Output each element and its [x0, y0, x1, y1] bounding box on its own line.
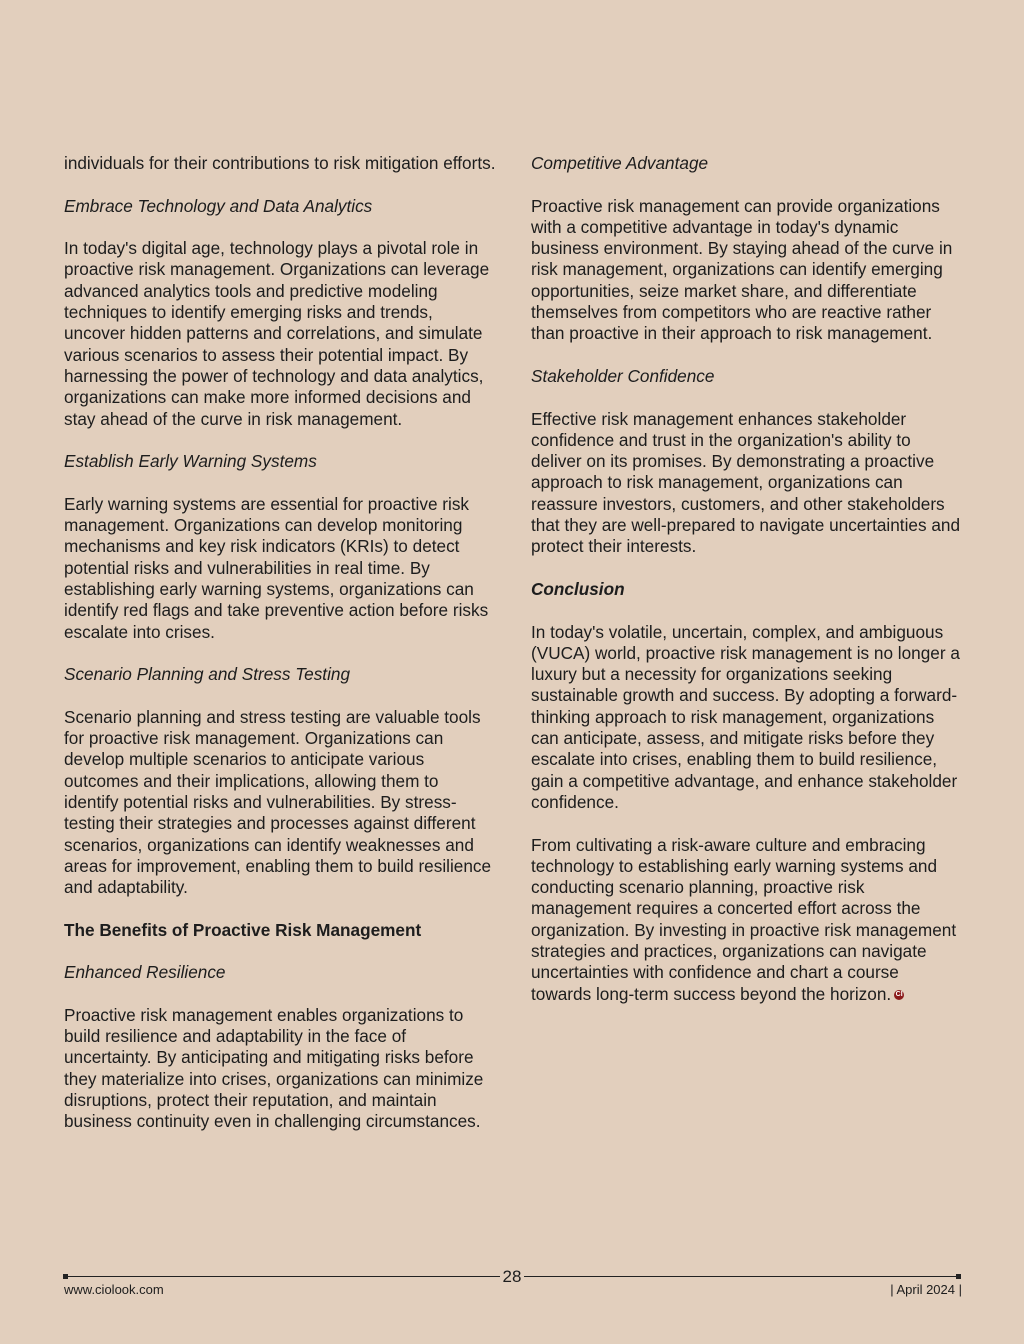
page-number: 28: [502, 1267, 522, 1286]
subheading-stakeholder-confidence: Stakeholder Confidence: [531, 365, 715, 386]
paragraph-competitive-advantage: Proactive risk management can provide organizations with a competitive advantage in today's dynamic business environment. By staying ahead of the curve in risk management, organizations can identify emerging opportunities, seize market share, and differentiate themselves from competitors who are reactive rather than proactive in their approach to risk management.: [531, 195, 953, 344]
footer-right-dot: [956, 1274, 961, 1279]
footer-website: www.ciolook.com: [64, 1282, 164, 1297]
paragraph-conclusion-1: In today's volatile, uncertain, complex, and ambiguous (VUCA) world, proactive risk management is no longer a luxury but a necessity for organizations seeking sustainable growth and success. By adopting a forward-thinking approach to risk management, organizations can anticipate, assess, and mitigate risks before they escalate into crises, enabling them to build resilience, gain a competitive advantage, and enhance stakeholder confidence.: [531, 621, 960, 812]
footer-issue-date: | April 2024 |: [890, 1282, 962, 1297]
subheading-early-warning: Establish Early Warning Systems: [64, 451, 317, 472]
left-column: [64, 153, 496, 1154]
paragraph-early-warning: Early warning systems are essential for proactive risk management. Organizations can develop monitoring mechanisms and key risk indicators (KRIs) to detect potential risks and vulnerabilities in real time. By establishing early warning systems, organizations can identify red flags and take preventive action before risks escalate into crises.: [64, 493, 489, 642]
paragraph-conclusion-2: [531, 835, 963, 1005]
paragraph-scenario-planning: Scenario planning and stress testing are valuable tools for proactive risk management. Organizations can develop multiple scenarios to anticipate various outcomes and their implications, allowing them to identify potential risks and vulnerabilities. By stress-testing their strategies and processes against different scenarios, organizations can identify weaknesses and areas for improvement, enabling them to build resilience and adaptability.: [64, 706, 492, 898]
subheading-technology: Embrace Technology and Data Analytics: [64, 195, 373, 216]
paragraph-contributions: individuals for their contributions to risk mitigation efforts.: [64, 153, 496, 173]
footer-rule-right: [524, 1276, 958, 1277]
paragraph-technology: In today's digital age, technology plays a pivotal role in proactive risk management. Organizations can leverage advanced analytics tools and predictive modeling techniques to identify emerging risks and trends, uncover hidden patterns and correlations, and simulate various scenarios to assess their potential impact. By harnessing the power of technology and data analytics, organizations can make more informed decisions and stay ahead of the curve in risk management.: [64, 238, 490, 429]
paragraph-enhanced-resilience: Proactive risk management enables organizations to build resilience and adaptability in the face of uncertainty. By anticipating and mitigating risks before they materialize into crises, organizations can minimize disruptions, protect their reputation, and maintain business continuity even in challenging circumstances.: [64, 1004, 484, 1132]
footer-rule-left: [66, 1276, 500, 1277]
subheading-scenario-planning: Scenario Planning and Stress Testing: [64, 664, 351, 685]
heading-conclusion: Conclusion: [531, 578, 625, 599]
subheading-competitive-advantage: Competitive Advantage: [531, 153, 709, 173]
subheading-enhanced-resilience: Enhanced Resilience: [64, 962, 226, 983]
right-column: [531, 153, 963, 1026]
end-mark-icon: CI: [895, 991, 903, 999]
paragraph-stakeholder-confidence: Effective risk management enhances stakeholder confidence and trust in the organization's ability to deliver on its promises. By demonstrating a proactive approach to risk management, organizations can reassure investors, customers, and other stakeholders that they are well-prepared to navigate uncertainties and protect their interests.: [531, 408, 960, 557]
heading-benefits: The Benefits of Proactive Risk Management: [64, 919, 422, 940]
paragraph-conclusion-2-text: From cultivating a risk-aware culture and embracing technology to establishing early warning systems and conducting scenario planning, proactive risk management requires a concerted effort across the organization. By investing in proactive risk management strategies and practices, organizations can navigate uncertainties with confidence and chart a course towards long-term success beyond the horizon.: [531, 834, 957, 1004]
